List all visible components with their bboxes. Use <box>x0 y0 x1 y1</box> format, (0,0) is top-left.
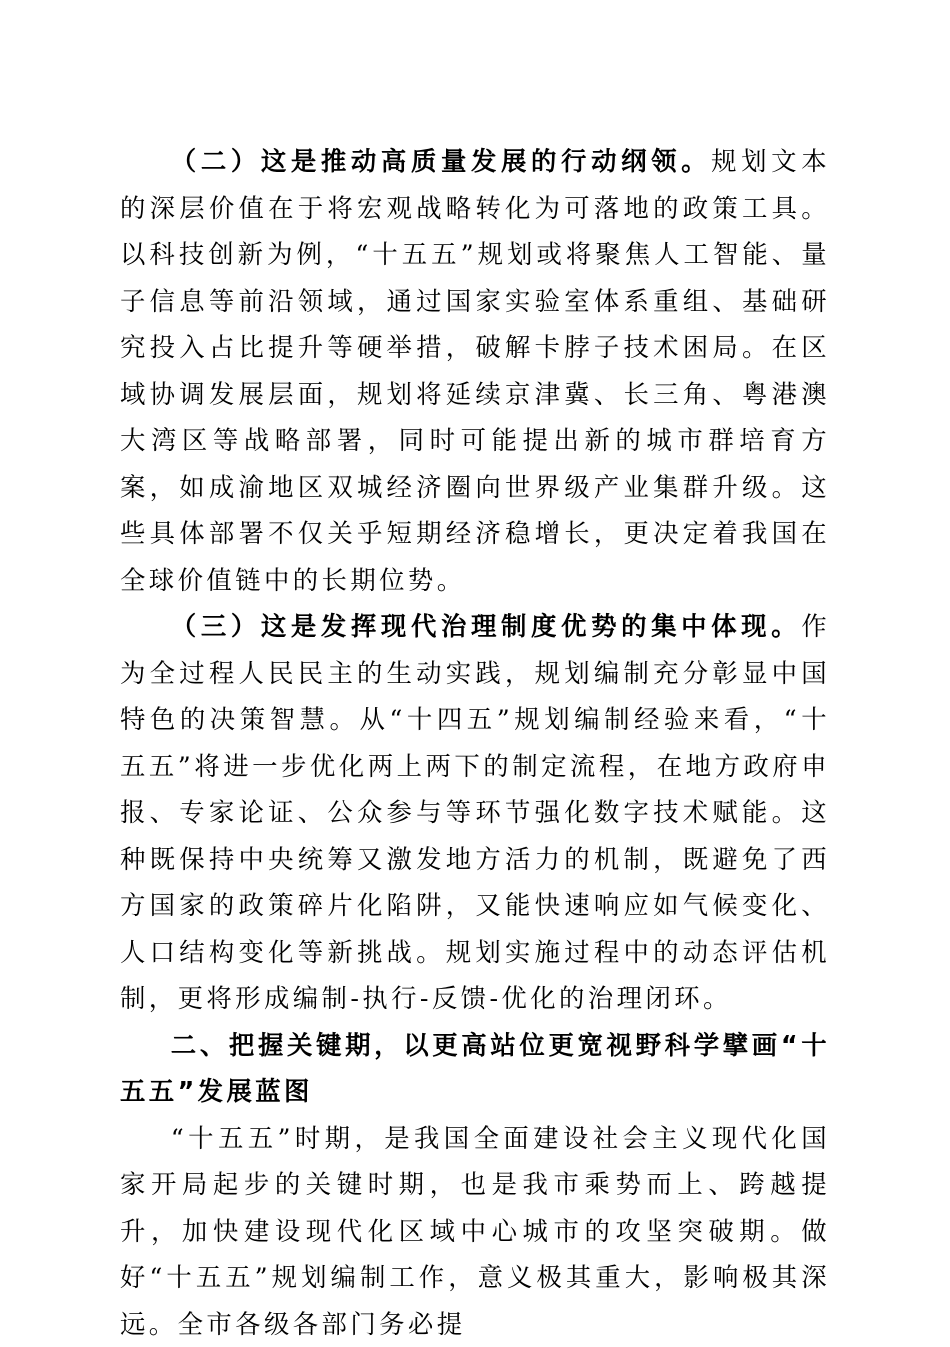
paragraph-3-body: 作为全过程人民民主的生动实践，规划编制充分彰显中国特色的决策智慧。从“十四五”规划编制经验来看，“十五五”将进一步优化两上两下的制定流程，在地方政府申报、专家论证、公众参与等环节强化数字技术赋能。这种既保持中央统筹又激发地方活力的机制，既避免了西方国家的政策碎片化陷阱，又能快速响应如气候变化、人口结构变化等新挑战。规划实施过程中的动态评估机制，更将形成编制-执行-反馈-优化的治理闭环。 <box>120 611 830 1013</box>
paragraph-4: “十五五”时期，是我国全面建设社会主义现代化国家开局起步的关键时期，也是我市乘势而上、跨越提升，加快建设现代化区域中心城市的攻坚突破期。做好“十五五”规划编制工作，意义极其重大，影响极其深远。全市各级各部门务必提 <box>120 1115 830 1347</box>
paragraph-2-lead: （二）这是推动高质量发展的行动纲领。 <box>171 146 711 176</box>
section-heading: 二、把握关键期，以更高站位更宽视野科学擘画“十五五”发展蓝图 <box>120 1022 830 1115</box>
paragraph-3-lead: （三）这是发挥现代治理制度优势的集中体现。 <box>171 611 801 641</box>
document-body <box>120 138 830 1347</box>
paragraph-3 <box>120 603 830 1022</box>
paragraph-2-body: 规划文本的深层价值在于将宏观战略转化为可落地的政策工具。以科技创新为例，“十五五”规划或将聚焦人工智能、量子信息等前沿领域，通过国家实验室体系重组、基础研究投入占比提升等硬举措，破解卡脖子技术困局。在区域协调发展层面，规划将延续京津冀、长三角、粤港澳大湾区等战略部署，同时可能提出新的城市群培育方案，如成渝地区双城经济圈向世界级产业集群升级。这些具体部署不仅关乎短期经济稳增长，更决定着我国在全球价值链中的长期位势。 <box>120 146 830 595</box>
paragraph-2 <box>120 138 830 603</box>
